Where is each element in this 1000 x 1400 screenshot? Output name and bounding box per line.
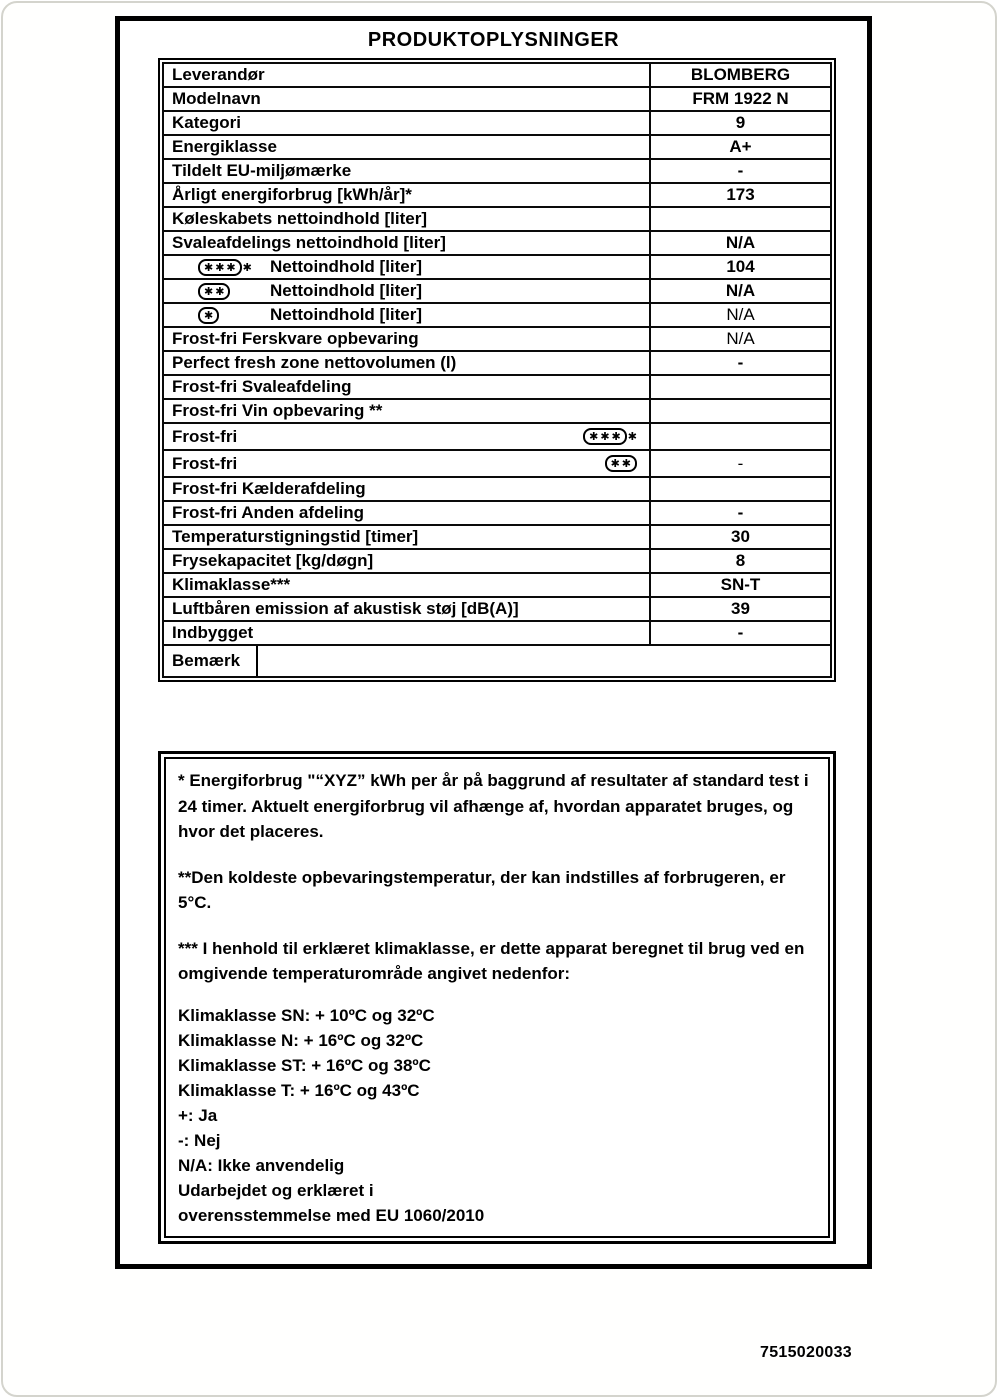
row-label: Køleskabets nettoindhold [liter] (172, 209, 428, 228)
row-label: Frost-fri (172, 453, 238, 473)
footer-code: 7515020033 (760, 1344, 852, 1361)
note-line: overensstemmelse med EU 1060/2010 (178, 1205, 485, 1225)
table-row (163, 111, 831, 135)
table-row (163, 501, 831, 525)
row-label: Kategori (172, 113, 241, 132)
row-label: Årligt energiforbrug [kWh/år]* (172, 185, 412, 204)
note-line: Udarbejdet og erklæret i (178, 1180, 374, 1200)
row-label: Temperaturstigningstid [timer] (172, 527, 419, 546)
table-row (163, 327, 831, 351)
row-value: 30 (650, 525, 831, 549)
table-row (163, 399, 831, 423)
row-value (650, 207, 831, 231)
note-paragraph: * Energiforbrug "“XYZ” kWh per år på baggrund af resultater af standard test i 24 timer. Aktuelt energiforbrug vil afhænge af, hvordan apparatet bruges, og hvor det placeres. (178, 771, 809, 841)
scanned-page (1, 1, 997, 1397)
freezer-1-star-icon: ✱ (198, 307, 219, 324)
row-value (650, 375, 831, 399)
row-label: Perfect fresh zone nettovolumen (l) (172, 353, 457, 372)
row-value: N/A (650, 327, 831, 351)
row-value: A+ (650, 135, 831, 159)
table-row (163, 573, 831, 597)
row-value (650, 399, 831, 423)
row-label: Frost-fri Vin opbevaring ** (172, 401, 383, 420)
product-info-table (162, 62, 832, 678)
row-label: Frost-fri Anden afdeling (172, 503, 365, 522)
row-value: 8 (650, 549, 831, 573)
product-table-body (163, 63, 831, 645)
table-row (163, 135, 831, 159)
table-row (163, 63, 831, 87)
table-row (163, 450, 831, 477)
row-label: Energiklasse (172, 137, 277, 156)
remark-table-body (163, 645, 831, 677)
row-value: SN-T (650, 573, 831, 597)
table-row (163, 207, 831, 231)
row-value: FRM 1922 N (650, 87, 831, 111)
note-line: Klimaklasse SN: + 10ºC og 32ºC (178, 1005, 435, 1025)
note-line: Klimaklasse N: + 16ºC og 32ºC (178, 1030, 424, 1050)
table-row (163, 351, 831, 375)
table-row (163, 279, 831, 303)
freezer-2-star-icon: ✱✱ (605, 455, 637, 472)
row-value: - (650, 450, 831, 477)
row-value: BLOMBERG (650, 63, 831, 87)
row-label: Klimaklasse*** (172, 575, 291, 594)
page-title: PRODUKTOPLYSNINGER (367, 29, 620, 51)
row-value: 9 (650, 111, 831, 135)
row-label: Frost-fri Kælderafdeling (172, 479, 366, 498)
row-value (650, 423, 831, 450)
note-line: Klimaklasse T: + 16ºC og 43ºC (178, 1080, 420, 1100)
row-label: Nettoindhold [liter] (270, 281, 423, 300)
row-value: 39 (650, 597, 831, 621)
table-row (163, 375, 831, 399)
document-frame (115, 16, 872, 1269)
row-label: Indbygget (172, 623, 254, 642)
remark-row (163, 645, 831, 677)
row-label: Frost-fri Ferskvare opbevaring (172, 329, 419, 348)
row-label: Frost-fri (172, 426, 238, 446)
table-row (163, 423, 831, 450)
product-info-table-border (158, 58, 836, 682)
footnotes-box-border (158, 751, 836, 1244)
row-value: N/A (650, 279, 831, 303)
row-label: Luftbåren emission af akustisk støj [dB(A)] (172, 599, 519, 618)
row-label: Tildelt EU-miljømærke (172, 161, 352, 180)
row-label: Nettoindhold [liter] (270, 305, 423, 324)
table-row (163, 183, 831, 207)
table-row (163, 231, 831, 255)
table-row (163, 549, 831, 573)
row-value: 173 (650, 183, 831, 207)
row-value (650, 477, 831, 501)
row-label: Modelnavn (172, 89, 261, 108)
table-row (163, 87, 831, 111)
row-value: N/A (650, 303, 831, 327)
freezer-2-star-icon: ✱✱ (198, 283, 230, 300)
note-line: Klimaklasse ST: + 16ºC og 38ºC (178, 1055, 431, 1075)
note-paragraph: **Den koldeste opbevaringstemperatur, der kan indstilles af forbrugeren, er 5°C. (178, 867, 786, 912)
row-value: N/A (650, 231, 831, 255)
row-value: - (650, 501, 831, 525)
table-row (163, 597, 831, 621)
note-paragraph: *** I henhold til erklæret klimaklasse, er dette apparat beregnet til brug ved en omgivende temperaturområde angivet nedenfor: (178, 938, 805, 983)
table-row (163, 477, 831, 501)
row-value: - (650, 621, 831, 645)
note-line: +: Ja (178, 1105, 218, 1125)
row-label: Leverandør (172, 65, 265, 84)
row-value: - (650, 159, 831, 183)
note-paragraphs (178, 768, 816, 987)
footnotes-box (164, 757, 830, 1238)
table-row (163, 525, 831, 549)
table-row (163, 255, 831, 279)
row-value: 104 (650, 255, 831, 279)
row-label: Nettoindhold [liter] (270, 257, 423, 276)
note-line: N/A: Ikke anvendelig (178, 1155, 345, 1175)
remark-label: Bemærk (164, 646, 258, 676)
table-row (163, 303, 831, 327)
row-label: Frysekapacitet [kg/døgn] (172, 551, 374, 570)
row-label: Frost-fri Svaleafdeling (172, 377, 352, 396)
freezer-4-star-icon: ✱✱✱ ✱ (583, 428, 637, 445)
note-line: -: Nej (178, 1130, 221, 1150)
row-value: - (650, 351, 831, 375)
row-label: Svaleafdelings nettoindhold [liter] (172, 233, 446, 252)
table-row (163, 159, 831, 183)
table-row (163, 621, 831, 645)
note-lines (178, 1003, 816, 1228)
freezer-4-star-icon: ✱✱✱ ✱ (198, 259, 252, 276)
